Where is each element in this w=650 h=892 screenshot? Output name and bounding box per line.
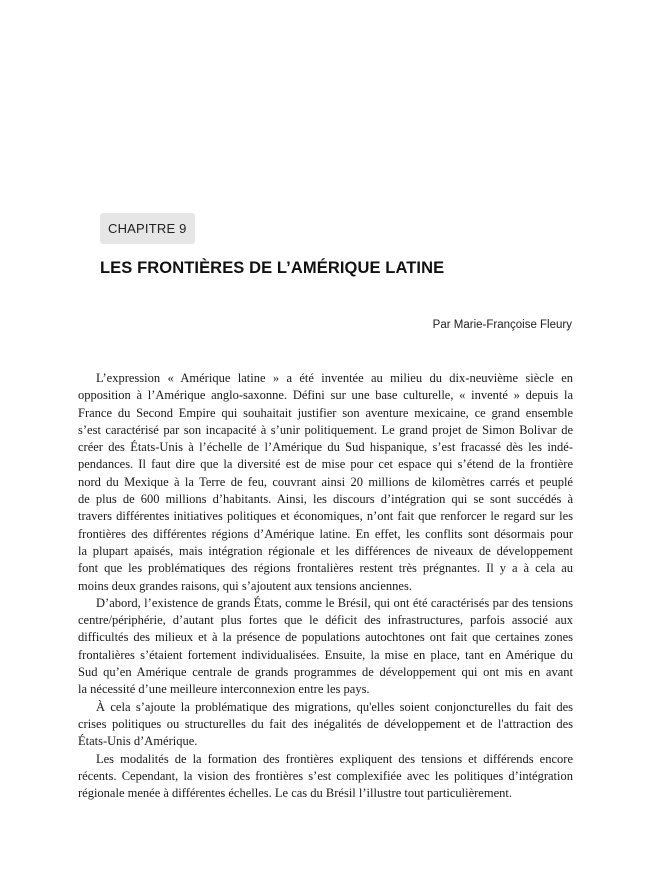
body-paragraph bbox=[78, 370, 573, 595]
paragraph-line: États-Unis d’Amérique. bbox=[78, 734, 198, 749]
paragraph-line: créer des États-Unis à l’échelle de l’Amérique du Sud hispanique, s’est fracassé dès les indé- bbox=[78, 440, 573, 455]
paragraph-line: font que les problématiques des régions frontalières restent très prégnantes. Il y a à cela au bbox=[78, 561, 573, 576]
paragraph-line: opposition à l’Amérique anglo-saxonne. Défini sur une base culturelle, « inventé » depuis la bbox=[78, 388, 573, 403]
body-paragraph bbox=[78, 595, 573, 699]
paragraph-line: régionale menée à différentes échelles. Le cas du Brésil l’illustre tout particulièrement. bbox=[78, 786, 512, 801]
chapter-title: LES FRONTIÈRES DE L’AMÉRIQUE LATINE bbox=[100, 259, 445, 277]
paragraph-line: s’est caractérisé par son incapacité à s’unir politiquement. Le grand projet de Simon Bolivar de bbox=[78, 422, 573, 437]
paragraph-line: pendances. Il faut dire que la diversité est de mise pour cet espace qui s’étend de la frontière bbox=[78, 457, 573, 472]
paragraph-line: L’expression « Amérique latine » a été inventée au milieu du dix-neuvième siècle en bbox=[96, 371, 573, 385]
paragraph-line: frontières des différentes régions d’Amérique latine. En effet, les conflits sont désormais pour bbox=[78, 526, 573, 541]
body-paragraph bbox=[78, 751, 573, 803]
chapter-body bbox=[78, 370, 573, 802]
paragraph-line: la plupart apaisés, mais intégration régionale et les différences de niveaux de développement bbox=[78, 543, 573, 558]
paragraph-line: Sud qu’en Amérique centrale de grands programmes de développement qui ont mis en avant bbox=[78, 665, 573, 680]
paragraph-line: France du Second Empire qui souhaitait justifier son aventure mexicaine, ce grand ensemble bbox=[78, 405, 573, 420]
paragraph-line: centre/périphérie, d’autant plus fortes que le déficit des infrastructures, parfois associé aux bbox=[78, 613, 573, 628]
paragraph-line: D’abord, l’existence de grands États, comme le Brésil, qui ont été caractérisés par des tensions bbox=[96, 595, 573, 610]
body-paragraph bbox=[78, 699, 573, 751]
paragraph-line: frontalières s’étaient fortement individualisées. Ensuite, la mise en place, tant en Amérique du bbox=[78, 647, 573, 662]
paragraph-line: À cela s’ajoute la problématique des migrations, qu'elles soient conjoncturelles du fait des bbox=[96, 699, 573, 714]
paragraph-line: nord du Mexique à la Terre de feu, couvrant ainsi 20 millions de kilomètres carrés et peuplé bbox=[78, 474, 573, 489]
paragraph-line: de plus de 600 millions d’habitants. Ainsi, les discours d’intégration qui se sont succédés à bbox=[78, 492, 573, 507]
chapter-author: Par Marie-Françoise Fleury bbox=[432, 319, 572, 331]
paragraph-line: crises politiques ou structurelles du fait des inégalités de développement et de l'attraction des bbox=[78, 716, 573, 731]
paragraph-line: récents. Cependant, la vision des frontières s’est complexifiée avec les politiques d’intégration bbox=[78, 768, 573, 783]
paragraph-line: travers différentes initiatives politiques et économiques, n’ont fait que renforcer le regard sur les bbox=[78, 509, 573, 524]
paragraph-line: la nécessité d’une meilleure interconnexion entre les pays. bbox=[78, 682, 370, 697]
paragraph-line: Les modalités de la formation des frontières expliquent des tensions et différends encore bbox=[96, 751, 573, 766]
paragraph-line: moins deux grandes raisons, qui s’ajoutent aux tensions anciennes. bbox=[78, 578, 412, 593]
paragraph-line: difficultés des milieux et à la présence de populations autochtones ont fait que certaines zones bbox=[78, 630, 573, 645]
chapter-number-badge: CHAPITRE 9 bbox=[100, 213, 195, 244]
